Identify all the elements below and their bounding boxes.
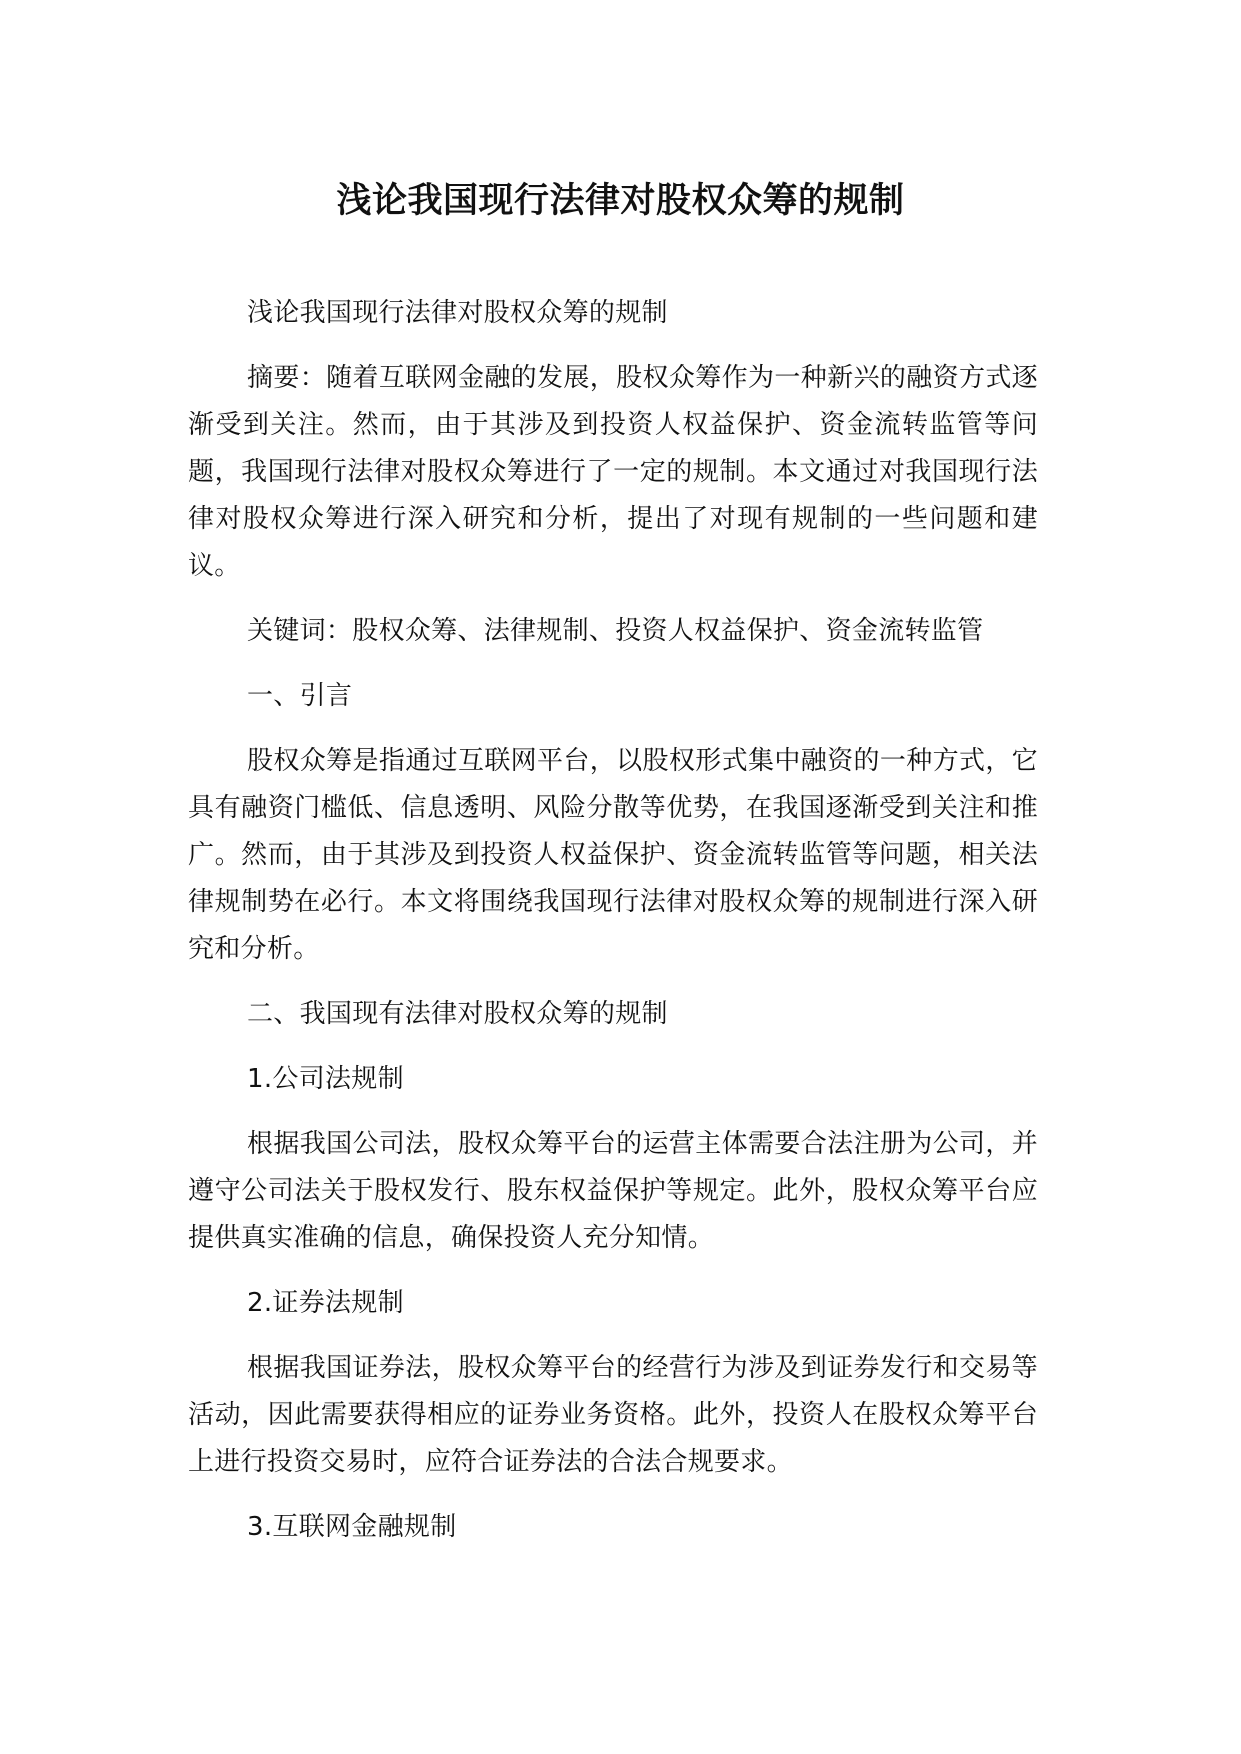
document-title: 浅论我国现行法律对股权众筹的规制 xyxy=(336,181,905,221)
section-heading-current-law: 二、我国现有法律对股权众筹的规制 xyxy=(247,999,668,1029)
keywords-paragraph: 关键词：股权众筹、法律规制、投资人权益保护、资金流转监管 xyxy=(247,616,984,646)
company-law-paragraph: 根据我国公司法，股权众筹平台的运营主体需要合法注册为公司，并遵守公司法关于股权发行、股东权益保护等规定。此外，股权众筹平台应提供真实准确的信息，确保投资人充分知情。 xyxy=(188,1129,1038,1253)
section-heading-introduction: 一、引言 xyxy=(247,681,353,711)
introduction-paragraph: 股权众筹是指通过互联网平台，以股权形式集中融资的一种方式，它具有融资门槛低、信息透明、风险分散等优势，在我国逐渐受到关注和推广。然而，由于其涉及到投资人权益保护、资金流转监管等问题，相关法律规制势在必行。本文将围绕我国现行法律对股权众筹的规制进行深入研究和分析。 xyxy=(188,746,1038,964)
subtitle-paragraph: 浅论我国现行法律对股权众筹的规制 xyxy=(247,298,668,328)
document-body xyxy=(188,290,1038,1569)
subsection-heading-securities-law: 2.证券法规制 xyxy=(247,1288,404,1318)
securities-law-paragraph: 根据我国证券法，股权众筹平台的经营行为涉及到证券发行和交易等活动，因此需要获得相应的证券业务资格。此外，投资人在股权众筹平台上进行投资交易时，应符合证券法的合法合规要求。 xyxy=(188,1353,1038,1477)
subsection-heading-internet-finance: 3.互联网金融规制 xyxy=(247,1512,457,1542)
abstract-paragraph: 摘要：随着互联网金融的发展，股权众筹作为一种新兴的融资方式逐渐受到关注。然而，由于其涉及到投资人权益保护、资金流转监管等问题，我国现行法律对股权众筹进行了一定的规制。本文通过对我国现行法律对股权众筹进行深入研究和分析，提出了对现有规制的一些问题和建议。 xyxy=(188,363,1038,581)
subsection-heading-company-law: 1.公司法规制 xyxy=(247,1064,404,1094)
